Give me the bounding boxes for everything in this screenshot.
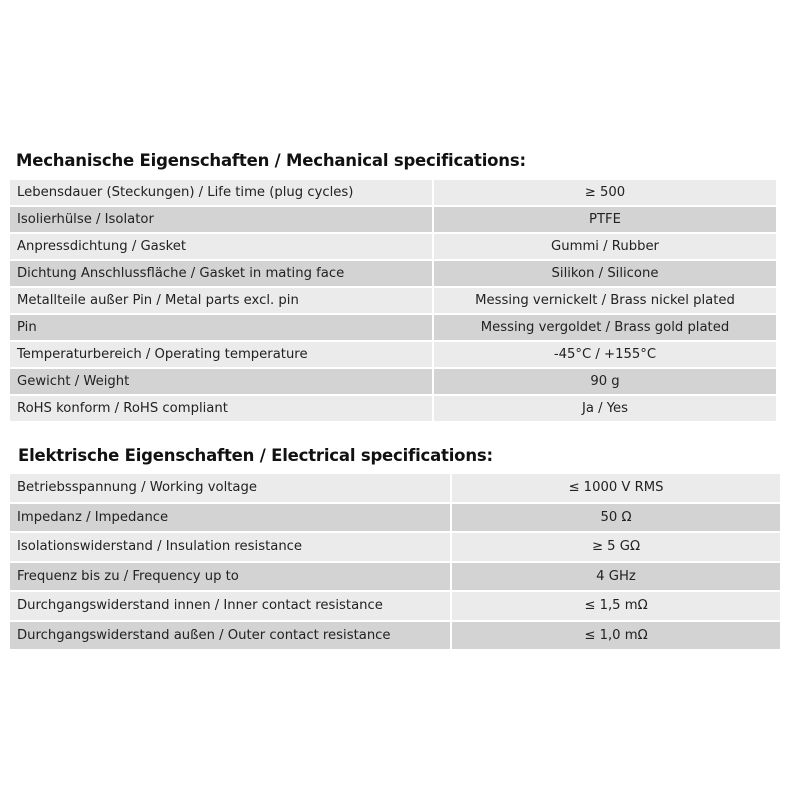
electrical-specs-table bbox=[10, 474, 780, 651]
spec-value: Messing vergoldet / Brass gold plated bbox=[433, 314, 776, 341]
spec-label: Durchgangswiderstand außen / Outer contact resistance bbox=[10, 621, 451, 651]
table-row bbox=[10, 474, 780, 503]
table-row bbox=[10, 287, 776, 314]
spec-label: Betriebsspannung / Working voltage bbox=[10, 474, 451, 503]
mechanical-specs-table bbox=[10, 180, 776, 423]
spec-value: ≤ 1,0 mΩ bbox=[451, 621, 780, 651]
spec-label: Anpressdichtung / Gasket bbox=[10, 233, 433, 260]
spec-label: Durchgangswiderstand innen / Inner contact resistance bbox=[10, 591, 451, 621]
spec-label: Isolationswiderstand / Insulation resistance bbox=[10, 532, 451, 562]
spec-value: ≥ 5 GΩ bbox=[451, 532, 780, 562]
table-row bbox=[10, 395, 776, 422]
spec-label: Temperaturbereich / Operating temperature bbox=[10, 341, 433, 368]
spec-label: Metallteile außer Pin / Metal parts excl. pin bbox=[10, 287, 433, 314]
spec-value: ≤ 1,5 mΩ bbox=[451, 591, 780, 621]
spec-label: Isolierhülse / Isolator bbox=[10, 206, 433, 233]
spec-value: Gummi / Rubber bbox=[433, 233, 776, 260]
spec-label: Frequenz bis zu / Frequency up to bbox=[10, 562, 451, 592]
table-row bbox=[10, 341, 776, 368]
spec-value: -45°C / +155°C bbox=[433, 341, 776, 368]
table-row bbox=[10, 562, 780, 592]
spec-label: Lebensdauer (Steckungen) / Life time (plug cycles) bbox=[10, 180, 433, 206]
spec-value: Silikon / Silicone bbox=[433, 260, 776, 287]
table-row bbox=[10, 260, 776, 287]
table-row bbox=[10, 180, 776, 206]
spec-value: ≤ 1000 V RMS bbox=[451, 474, 780, 503]
spec-value: PTFE bbox=[433, 206, 776, 233]
table-row bbox=[10, 621, 780, 651]
table-row bbox=[10, 591, 780, 621]
table-row bbox=[10, 503, 780, 533]
spec-value: Messing vernickelt / Brass nickel plated bbox=[433, 287, 776, 314]
electrical-specs-title: Elektrische Eigenschaften / Electrical specifications: bbox=[18, 446, 493, 465]
spec-label: Impedanz / Impedance bbox=[10, 503, 451, 533]
table-row bbox=[10, 532, 780, 562]
spec-label: RoHS konform / RoHS compliant bbox=[10, 395, 433, 422]
table-row bbox=[10, 233, 776, 260]
spec-label: Gewicht / Weight bbox=[10, 368, 433, 395]
spec-value: 4 GHz bbox=[451, 562, 780, 592]
spec-value: 50 Ω bbox=[451, 503, 780, 533]
table-row bbox=[10, 206, 776, 233]
spec-value: ≥ 500 bbox=[433, 180, 776, 206]
spec-label: Dichtung Anschlussfläche / Gasket in mating face bbox=[10, 260, 433, 287]
spec-value: Ja / Yes bbox=[433, 395, 776, 422]
spec-value: 90 g bbox=[433, 368, 776, 395]
spec-label: Pin bbox=[10, 314, 433, 341]
table-row bbox=[10, 368, 776, 395]
table-row bbox=[10, 314, 776, 341]
mechanical-specs-title: Mechanische Eigenschaften / Mechanical specifications: bbox=[16, 151, 526, 170]
